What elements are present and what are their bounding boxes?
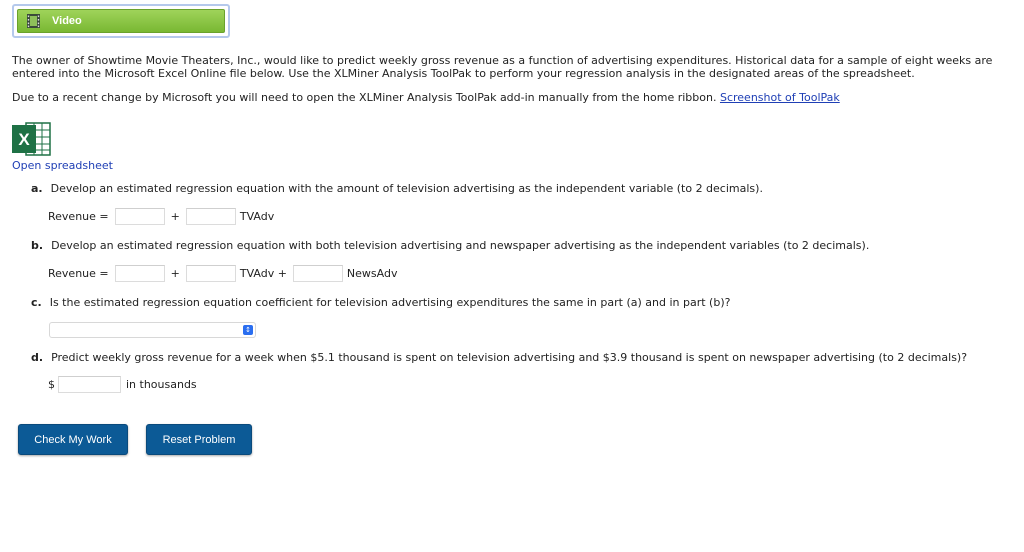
excel-icon[interactable]: [12, 121, 52, 157]
prediction-unit: in thousands: [126, 378, 197, 391]
prediction-input[interactable]: [58, 376, 121, 393]
notice-text: Due to a recent change by Microsoft you will need to open the XLMiner Analysis ToolPak add-in manually from the home ribbon.: [12, 91, 717, 104]
question-b: [31, 239, 869, 252]
check-my-work-button[interactable]: Check My Work: [18, 424, 128, 455]
film-icon: [27, 14, 40, 28]
equation-a-tvadv-coef-input[interactable]: [186, 208, 236, 225]
question-c-select[interactable]: [49, 322, 256, 338]
question-d-label: d.: [31, 351, 44, 364]
equation-b-row: [48, 265, 397, 282]
equation-b-tvadv-label: TVAdv +: [239, 267, 287, 280]
question-c-label: c.: [31, 296, 42, 309]
equation-b-newsadv-label: NewsAdv: [346, 267, 398, 280]
equation-b-tvadv-coef-input[interactable]: [186, 265, 236, 282]
equation-a-tvadv-label: TVAdv: [239, 210, 275, 223]
select-arrows-icon: ↕: [243, 325, 253, 335]
equation-b-lhs: Revenue =: [48, 267, 109, 280]
reset-problem-button[interactable]: Reset Problem: [146, 424, 252, 455]
prediction-currency: $: [48, 378, 55, 391]
equation-b-newsadv-coef-input[interactable]: [293, 265, 343, 282]
equation-a-row: [48, 208, 274, 225]
problem-intro: The owner of Showtime Movie Theaters, Inc., would like to predict weekly gross revenue as a function of advertising expenditures. Historical data for a sample of eight weeks are entered into the Microsoft Excel Online file below. Use the XLMiner Analysis ToolPak to perform your regression analysis in the designated areas of the spreadsheet.: [12, 54, 993, 80]
prediction-row: [48, 376, 197, 393]
problem-notice: [12, 91, 840, 104]
open-spreadsheet-link[interactable]: Open spreadsheet: [12, 159, 113, 172]
question-d: [31, 351, 967, 364]
question-d-text: Predict weekly gross revenue for a week when $5.1 thousand is spent on television advertising and $3.9 thousand is spent on newspaper advertising (to 2 decimals)?: [51, 351, 968, 364]
question-b-label: b.: [31, 239, 44, 252]
video-button[interactable]: [17, 9, 225, 33]
question-a: [31, 182, 763, 195]
equation-a-intercept-input[interactable]: [115, 208, 165, 225]
question-c-text: Is the estimated regression equation coefficient for television advertising expenditures the same in part (a) and in part (b)?: [49, 296, 731, 309]
video-button-frame: [12, 4, 230, 38]
video-label: Video: [52, 15, 82, 27]
equation-a-plus: +: [170, 210, 180, 223]
question-a-label: a.: [31, 182, 43, 195]
question-a-text: Develop an estimated regression equation with the amount of television advertising as the independent variable (to 2 decimals).: [50, 182, 763, 195]
equation-b-plus: +: [170, 267, 180, 280]
question-b-text: Develop an estimated regression equation with both television advertising and newspaper advertising as the independent variables (to 2 decimals).: [51, 239, 870, 252]
excel-icon-letter: X: [18, 130, 30, 149]
equation-a-lhs: Revenue =: [48, 210, 109, 223]
screenshot-toolpak-link[interactable]: Screenshot of ToolPak: [719, 91, 840, 104]
question-c: [31, 296, 730, 309]
equation-b-intercept-input[interactable]: [115, 265, 165, 282]
